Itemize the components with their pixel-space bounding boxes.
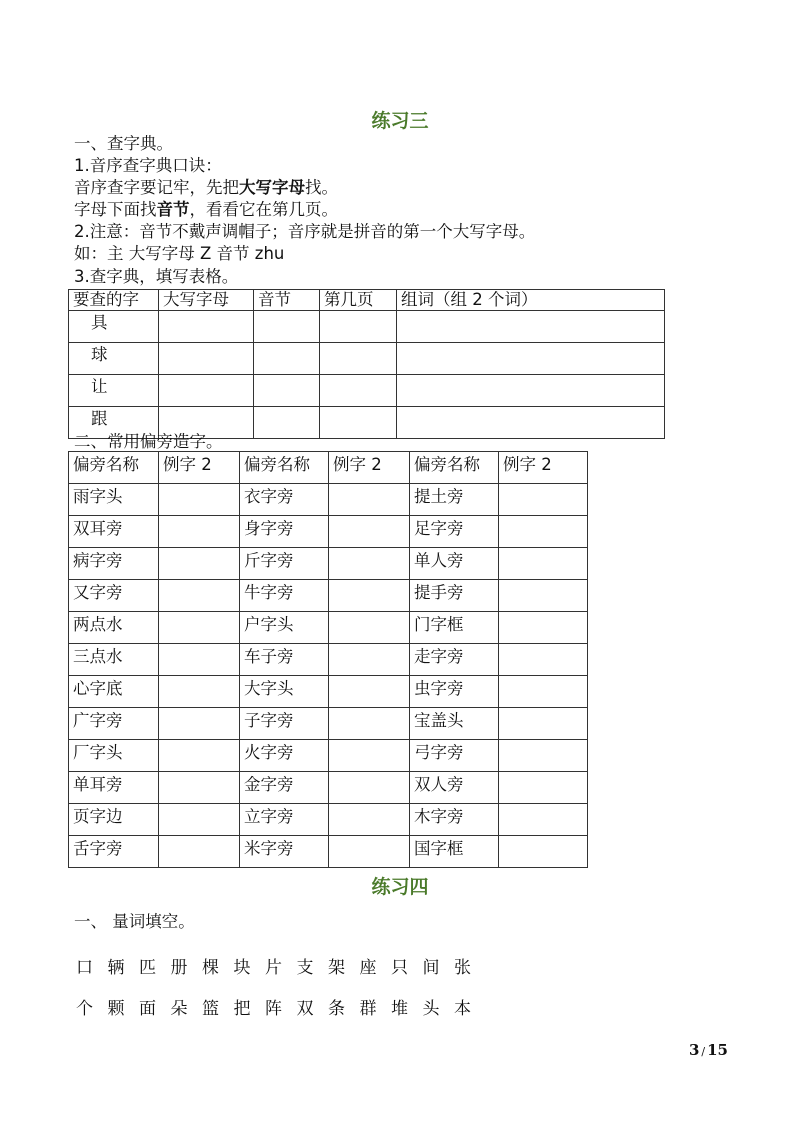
radical-name: 厂字头 <box>69 740 159 772</box>
radical-name: 广字旁 <box>69 708 159 740</box>
blank-cell[interactable] <box>320 407 397 439</box>
rhyme-title: 1.音序查字典口诀： <box>74 156 222 175</box>
measure-word: 篮 <box>202 999 219 1019</box>
measure-word: 匹 <box>139 958 156 978</box>
blank-cell[interactable] <box>499 740 588 772</box>
blank-cell[interactable] <box>159 708 240 740</box>
radical-name: 双耳旁 <box>69 516 159 548</box>
section3-title: 练习三 <box>371 110 429 132</box>
radical-name: 牛字旁 <box>240 580 329 612</box>
blank-cell[interactable] <box>499 612 588 644</box>
radical-name: 页字边 <box>69 804 159 836</box>
measure-word-row-2 <box>76 994 486 1019</box>
measure-word-row-1 <box>76 953 486 978</box>
measure-word: 群 <box>359 999 377 1019</box>
blank-cell[interactable] <box>499 484 588 516</box>
measure-word: 块 <box>233 958 251 978</box>
blank-cell[interactable] <box>329 644 410 676</box>
blank-cell[interactable] <box>159 804 240 836</box>
blank-cell[interactable] <box>254 311 320 343</box>
blank-cell[interactable] <box>159 740 240 772</box>
rhyme1-bold: 大写字母 <box>239 178 305 197</box>
radical-name: 双人旁 <box>410 772 499 804</box>
blank-cell[interactable] <box>254 343 320 375</box>
radical-name: 弓字旁 <box>410 740 499 772</box>
measure-word: 堆 <box>391 999 408 1019</box>
radical-name: 提手旁 <box>410 580 499 612</box>
radical-name: 户字头 <box>240 612 329 644</box>
q2-heading: 二、常用偏旁造字。 <box>74 432 223 451</box>
blank-cell[interactable] <box>159 676 240 708</box>
rhyme2-pre: 字母下面找 <box>74 200 157 219</box>
lookup-table <box>68 289 665 439</box>
radical-header: 偏旁名称 <box>240 452 329 484</box>
blank-cell[interactable] <box>329 548 410 580</box>
measure-word: 颗 <box>107 999 125 1019</box>
radical-name: 虫字旁 <box>410 676 499 708</box>
radical-name: 心字底 <box>69 676 159 708</box>
rhyme2-post: ，看看它在第几页。 <box>189 200 338 219</box>
blank-cell[interactable] <box>159 311 254 343</box>
blank-cell[interactable] <box>499 548 588 580</box>
q1-heading: 一、查字典。 <box>74 134 173 153</box>
blank-cell[interactable] <box>320 343 397 375</box>
table-row <box>69 343 665 375</box>
measure-word: 支 <box>296 958 314 978</box>
radical-name: 斤字旁 <box>240 548 329 580</box>
example: 如：主 大写字母 Z 音节 zhu <box>74 244 285 263</box>
radical-name: 走字旁 <box>410 644 499 676</box>
radical-name: 舌字旁 <box>69 836 159 868</box>
radical-name: 病字旁 <box>69 548 159 580</box>
lookup-char: 让 <box>69 375 159 407</box>
radical-table <box>68 451 588 868</box>
table-row <box>69 836 588 868</box>
blank-cell[interactable] <box>159 375 254 407</box>
measure-word: 册 <box>170 958 188 978</box>
blank-cell[interactable] <box>397 407 665 439</box>
rhyme1-post: 找。 <box>305 178 338 197</box>
blank-cell[interactable] <box>499 836 588 868</box>
measure-word: 棵 <box>202 958 219 978</box>
radical-name: 衣字旁 <box>240 484 329 516</box>
lookup-header: 大写字母 <box>159 290 254 311</box>
radical-name: 又字旁 <box>69 580 159 612</box>
blank-cell[interactable] <box>397 375 665 407</box>
lookup-char: 跟 <box>69 407 159 439</box>
blank-cell[interactable] <box>159 580 240 612</box>
radical-name: 单人旁 <box>410 548 499 580</box>
table-row <box>69 375 665 407</box>
blank-cell[interactable] <box>159 612 240 644</box>
measure-word: 口 <box>76 958 93 978</box>
measure-word: 座 <box>359 958 377 978</box>
blank-cell[interactable] <box>320 375 397 407</box>
page-separator: / <box>701 1045 706 1058</box>
lookup-header: 要查的字 <box>69 290 159 311</box>
lookup-char: 球 <box>69 343 159 375</box>
section4-title: 练习四 <box>371 876 429 898</box>
measure-word-heading: 一、 量词填空。 <box>74 912 195 931</box>
blank-cell[interactable] <box>499 772 588 804</box>
page-total: 15 <box>707 1041 728 1059</box>
radical-header: 例字 2 <box>159 452 240 484</box>
radical-name: 三点水 <box>69 644 159 676</box>
table-row <box>69 676 588 708</box>
radical-name: 身字旁 <box>240 516 329 548</box>
blank-cell[interactable] <box>159 836 240 868</box>
table-row <box>69 548 588 580</box>
lookup-header: 组词（组 2 个词） <box>397 290 665 311</box>
blank-cell[interactable] <box>397 343 665 375</box>
blank-cell[interactable] <box>329 612 410 644</box>
blank-cell[interactable] <box>329 836 410 868</box>
blank-cell[interactable] <box>159 772 240 804</box>
measure-word: 阵 <box>265 999 282 1019</box>
blank-cell[interactable] <box>329 708 410 740</box>
measure-word: 双 <box>296 999 314 1019</box>
radical-name: 金字旁 <box>240 772 329 804</box>
table-row <box>69 708 588 740</box>
rhyme2-bold: 音节 <box>156 200 190 219</box>
measure-word: 架 <box>328 958 345 978</box>
blank-cell[interactable] <box>499 580 588 612</box>
measure-word: 间 <box>422 958 440 978</box>
blank-cell[interactable] <box>254 375 320 407</box>
measure-word: 头 <box>422 999 440 1019</box>
task: 3.查字典，填写表格。 <box>74 267 239 286</box>
table-row <box>69 516 588 548</box>
blank-cell[interactable] <box>159 484 240 516</box>
measure-word: 片 <box>265 958 282 978</box>
blank-cell[interactable] <box>329 676 410 708</box>
radical-name: 雨字头 <box>69 484 159 516</box>
measure-word: 辆 <box>107 958 125 978</box>
measure-word: 朵 <box>170 999 188 1019</box>
table-row <box>69 612 588 644</box>
radical-name: 足字旁 <box>410 516 499 548</box>
measure-word: 面 <box>139 999 156 1019</box>
blank-cell[interactable] <box>499 644 588 676</box>
blank-cell[interactable] <box>254 407 320 439</box>
rhyme1-pre: 音序查字要记牢，先把 <box>74 178 239 197</box>
page-current: 3 <box>688 1041 700 1059</box>
table-row <box>69 311 665 343</box>
lookup-header-row <box>69 290 665 311</box>
blank-cell[interactable] <box>159 516 240 548</box>
measure-word: 只 <box>391 958 408 978</box>
rhyme-line-1 <box>74 177 338 199</box>
measure-word: 条 <box>328 999 345 1019</box>
radical-header-row <box>69 452 588 484</box>
table-row <box>69 484 588 516</box>
blank-cell[interactable] <box>499 708 588 740</box>
radical-header: 例字 2 <box>329 452 410 484</box>
radical-name: 提土旁 <box>410 484 499 516</box>
table-row <box>69 644 588 676</box>
measure-word: 把 <box>233 999 251 1019</box>
radical-name: 宝盖头 <box>410 708 499 740</box>
radical-name: 单耳旁 <box>69 772 159 804</box>
table-row <box>69 580 588 612</box>
blank-cell[interactable] <box>499 516 588 548</box>
blank-cell[interactable] <box>329 772 410 804</box>
blank-cell[interactable] <box>320 311 397 343</box>
measure-word: 张 <box>454 958 471 978</box>
note: 2.注意：音节不戴声调帽子；音序就是拼音的第一个大写字母。 <box>74 222 536 241</box>
radical-name: 国字框 <box>410 836 499 868</box>
radical-header: 偏旁名称 <box>410 452 499 484</box>
measure-word: 个 <box>76 999 93 1019</box>
table-row <box>69 740 588 772</box>
radical-name: 两点水 <box>69 612 159 644</box>
blank-cell[interactable] <box>159 644 240 676</box>
radical-name: 米字旁 <box>240 836 329 868</box>
radical-name: 火字旁 <box>240 740 329 772</box>
blank-cell[interactable] <box>499 676 588 708</box>
page-number <box>689 1041 728 1059</box>
radical-name: 门字框 <box>410 612 499 644</box>
radical-name: 立字旁 <box>240 804 329 836</box>
blank-cell[interactable] <box>329 484 410 516</box>
lookup-header: 第几页 <box>320 290 397 311</box>
blank-cell[interactable] <box>329 804 410 836</box>
table-row <box>69 772 588 804</box>
blank-cell[interactable] <box>329 580 410 612</box>
lookup-header: 音节 <box>254 290 320 311</box>
blank-cell[interactable] <box>397 311 665 343</box>
radical-name: 子字旁 <box>240 708 329 740</box>
table-row <box>69 804 588 836</box>
blank-cell[interactable] <box>329 740 410 772</box>
blank-cell[interactable] <box>159 548 240 580</box>
radical-name: 木字旁 <box>410 804 499 836</box>
radical-header: 偏旁名称 <box>69 452 159 484</box>
rhyme-line-2 <box>74 199 338 221</box>
lookup-char: 具 <box>69 311 159 343</box>
blank-cell[interactable] <box>329 516 410 548</box>
blank-cell[interactable] <box>159 343 254 375</box>
radical-name: 车子旁 <box>240 644 329 676</box>
radical-header: 例字 2 <box>499 452 588 484</box>
blank-cell[interactable] <box>499 804 588 836</box>
radical-name: 大字头 <box>240 676 329 708</box>
measure-word: 本 <box>454 999 471 1019</box>
